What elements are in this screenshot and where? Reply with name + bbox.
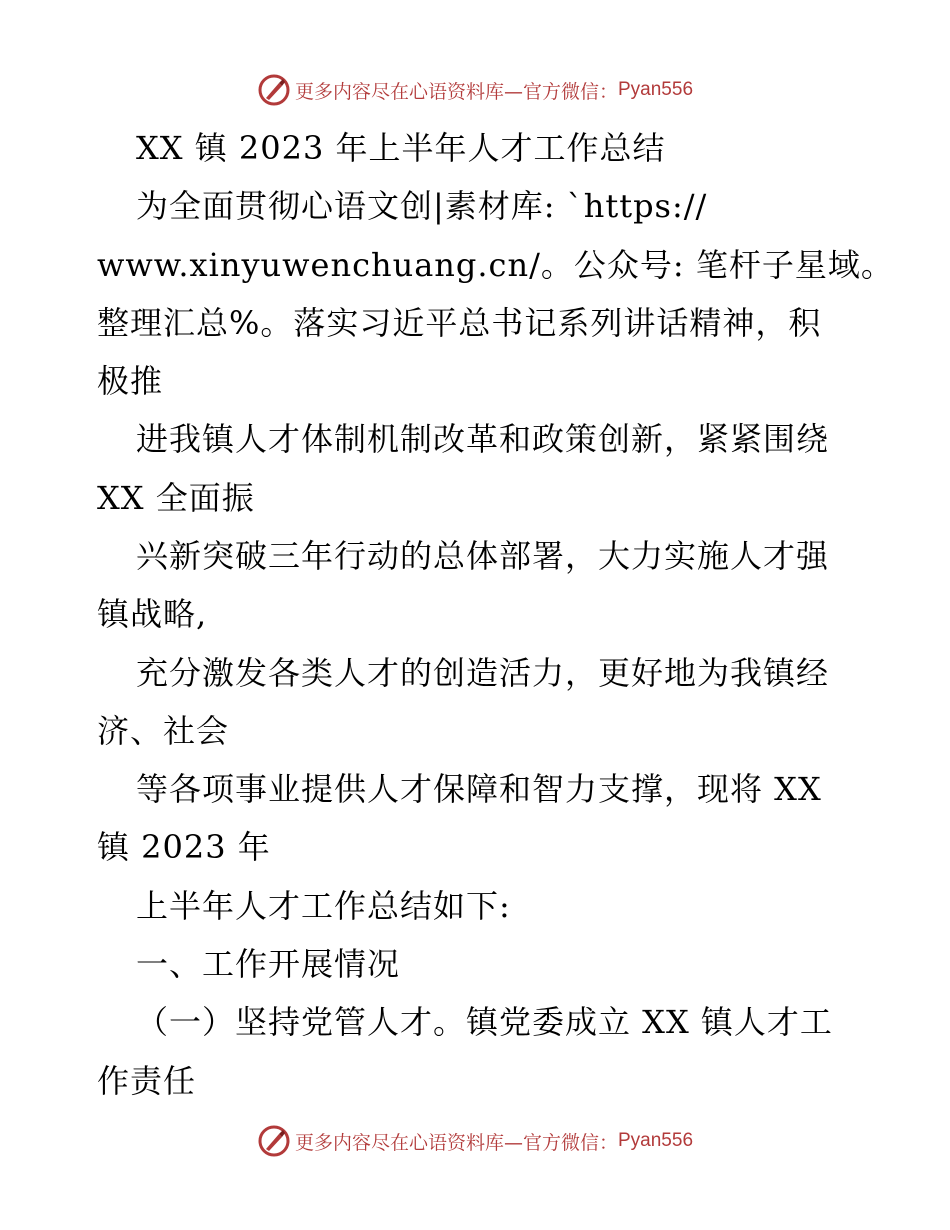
watermark-text: 更多内容尽在心语资料库—官方微信： [294,1131,618,1154]
watermark-text: 更多内容尽在心语资料库—官方微信： [294,80,618,103]
paragraph-line: （一）坚持党管人才。镇党委成立 XX 镇人才工 [136,1003,833,1041]
paragraph-line: 充分激发各类人才的创造活力，更好地为我镇经 [136,654,830,692]
paragraph-line: 上半年人才工作总结如下: [136,887,511,925]
paragraph-line: 为全面贯彻心语文创|素材库: `https:// [136,187,708,225]
paragraph-line: 进我镇人才体制机制改革和政策创新，紧紧围绕 [136,420,830,458]
paragraph-line: 兴新突破三年行动的总体部署，大力实施人才强 [136,537,830,575]
document-title: XX 镇 2023 年上半年人才工作总结 [136,129,666,167]
paragraph-line: 整理汇总%。落实习近平总书记系列讲话精神，积 [97,304,822,342]
watermark-wechat-id: Pyan556 [618,1130,694,1151]
section-heading: 一、工作开展情况 [136,945,401,983]
watermark-footer [0,1121,950,1161]
paragraph-line: 镇 2023 年 [97,828,271,866]
paragraph-line: www.xinyuwenchuang.cn/。公众号: 笔杆子星域。 [97,246,894,284]
paragraph-line: 作责任 [97,1062,197,1100]
paragraph-line: 等各项事业提供人才保障和智力支撑，现将 XX [136,770,822,808]
paragraph-line: 镇战略, [97,595,208,633]
paragraph-line: 济、社会 [97,712,230,750]
paragraph-line: 极推 [97,362,164,400]
watermark-wechat-id: Pyan556 [618,79,694,100]
paragraph-line: XX 全面振 [97,479,255,517]
pen-logo-icon [257,1124,291,1158]
